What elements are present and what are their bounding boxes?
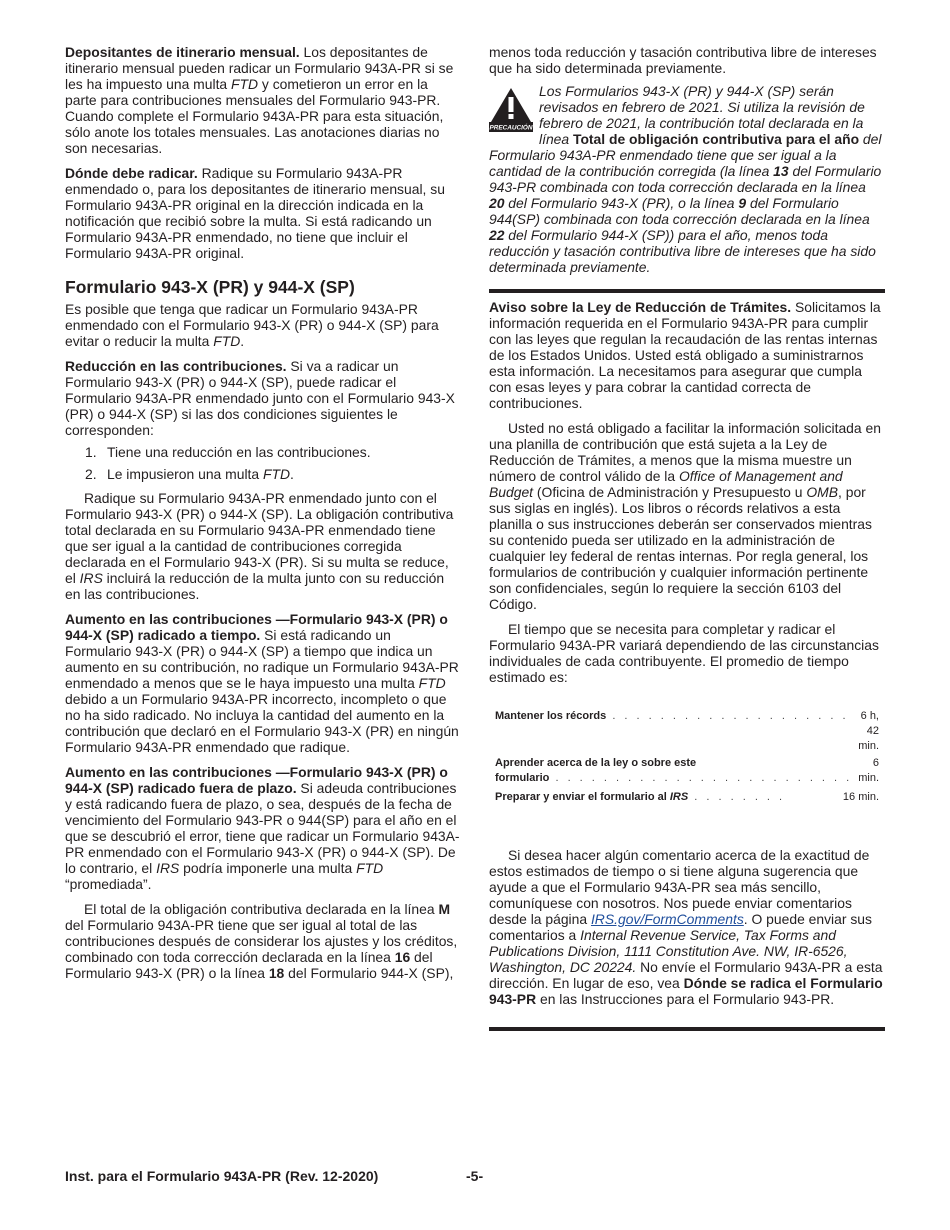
right-column <box>489 44 885 1037</box>
paragraph-where-to-file: Dónde debe radicar. Radique su Formulario 943A-PR enmendado o, para los depositantes de itinerario mensual, su Formulario 943A-PR original en la dirección indicada en la notificación que recibió sobre la multa. Si está radicando un Formulario 943A-PR enmendado, no tiene que incluir el Formulario 943A-PR original. <box>65 165 445 261</box>
paragraph-continued: menos toda reducción y tasación contributiva libre de intereses que ha sido determinada previamente. <box>489 44 877 76</box>
time-estimate-table <box>495 709 879 805</box>
end-divider <box>489 1027 885 1031</box>
left-column <box>65 44 461 990</box>
page-number: -5- <box>466 1168 484 1184</box>
paragraph-monthly-depositors: Depositantes de itinerario mensual. Los depositantes de itinerario mensual pueden radicar un Formulario 943A-PR si se les ha impuesto una multa FTD y cometieron un error en la parte para contribuciones mensuales del Formulario 943-PR. Cuando complete el Formulario 943A-PR para esta situación, sólo anote los totales mensuales. Las anotaciones diarias no son necesarias. <box>65 44 454 156</box>
paragraph-paperwork-notice: Aviso sobre la Ley de Reducción de Trámites. Solicitamos la información requerida en el Formulario 943A-PR para cumplir con las leyes que regulan la recaudación de las rentas internas de los Estados Unidos. Usted está obligado a suministrarnos esta información. La necesitamos para asegurar que cumpla con esas leyes y para cobrar la cantidad correcta de contribuciones. <box>489 299 881 411</box>
conditions-list <box>85 444 461 482</box>
paragraph-file-with: Radique su Formulario 943A-PR enmendado junto con el Formulario 943-X (PR) o 944-X (SP). La obligación contributiva total declarada en su Formulario 943A-PR enmendado tiene que ser igual a la cantidad de contribuciones corregida declarada en el Formulario 943-X (PR). Si su multa se reduce, el IRS incluirá la reducción de la multa junto con su reducción en las contribuciones. <box>65 490 454 602</box>
section-heading: Formulario 943-X (PR) y 944-X (SP) <box>65 277 355 297</box>
lead-in: Aviso sobre la Ley de Reducción de Trámites. <box>489 299 792 315</box>
lead-in: Dónde debe radicar. <box>65 165 198 181</box>
lead-in: Reducción en las contribuciones. <box>65 358 287 374</box>
lead-in: Aumento en las contribuciones —Formulario 943-X (PR) o 944-X (SP) radicado fuera de plazo. <box>65 764 448 796</box>
paragraph-increase-late: Aumento en las contribuciones —Formulario 943-X (PR) o 944-X (SP) radicado fuera de plazo. Si adeuda contribuciones y está radicando fuera de plazo, o sea, después de la fecha de vencimiento del Formulario 943-PR o 944(SP) para el año en el que se descubrió el error, tiene que radicar un Formulario 943A-PR enmendado con el Formulario 943-X (PR) o 944-X (SP). De lo contrario, el IRS podría imponerle una multa FTD “promediada”. <box>65 764 460 892</box>
lead-in: Aumento en las contribuciones —Formulario 943-X (PR) o 944-X (SP) radicado a tiempo. <box>65 611 448 643</box>
section-divider <box>489 289 885 293</box>
caution-label: PRECAUCIÓN <box>489 124 533 132</box>
lead-in: Depositantes de itinerario mensual. <box>65 44 300 60</box>
paragraph-time-intro: El tiempo que se necesita para completar y radicar el Formulario 943A-PR variará dependiendo de las circunstancias individuales de cada contribuyente. El promedio de tiempo estimado es: <box>489 621 879 685</box>
form-comments-link[interactable]: IRS.gov/FormComments <box>590 911 744 927</box>
paragraph-not-required: Usted no está obligado a facilitar la información solicitada en una planilla de contribución que está sujeta a la Ley de Reducción de Trámites, a menos que la misma muestre un número de control válido de la Office of Management and Budget (Oficina de Administración y Presupuesto u OMB, por sus siglas en inglés). Los libros o récords relativos a esta planilla o sus instrucciones deberán ser conservados mientras su contenido pueda ser utilizado en la administración de cualquier ley federal de rentas internas. Por regla general, los formularios de contribución y cualquier información pertinente son confidenciales, según lo requiere la sección 6103 del Código. <box>489 420 881 612</box>
table-row: Mantener los récords . . . . . . . . . . . . . . . . . . . . 6 h, 42 min. <box>495 710 879 752</box>
paragraph-intro: Es posible que tenga que radicar un Formulario 943A-PR enmendado con el Formulario 943-X (PR) o 944-X (SP) para evitar o reducir la multa FTD. <box>65 301 439 349</box>
paragraph-total-liability: El total de la obligación contributiva declarada en la línea M del Formulario 943A-PR tiene que ser igual al total de las contribuciones después de considerar los ajustes y los créditos, combinado con toda corrección declarada en la línea 16 del Formulario 943-X (PR) o la línea 18 del Formulario 944-X (SP), <box>65 901 458 981</box>
paragraph-comments: Si desea hacer algún comentario acerca de la exactitud de estos estimados de tiempo o si tiene alguna sugerencia que ayude a que el Formulario 943A-PR sea más sencillo, comuníquese con nosotros. Nos puede enviar comentarios desde la página IRS.gov/FormComments. O puede enviar sus comentarios a Internal Revenue Service, Tax Forms and Publications Division, 1111 Constitution Ave. NW, IR-6526, Washington, DC 20224. No envíe el Formulario 943A-PR a esta dirección. En lugar de eso, vea Dónde se radica el Formulario 943-PR en las Instrucciones para el Formulario 943-PR. <box>489 847 883 1007</box>
paragraph-tax-reduction: Reducción en las contribuciones. Si va a radicar un Formulario 943-X (PR) o 944-X (SP), puede radicar el Formulario 943A-PR enmendado junto con el Formulario 943-X (PR) o 944-X (SP) si las dos condiciones siguientes le corresponden: <box>65 358 455 438</box>
paragraph-increase-timely: Aumento en las contribuciones —Formulario 943-X (PR) o 944-X (SP) radicado a tiempo. Si está radicando un Formulario 943-X (PR) o 944-X (SP) a tiempo que indica un aumento en su contribución, no radique un Formulario 943A-PR enmendado a menos que se le haya impuesto una multa FTD debido a un Formulario 943A-PR incorrecto, incompleto o que no ha sido radicado. No incluya la cantidad del aumento en la contribución que declaró en el Formulario 943-X (PR) en ningún Formulario 943A-PR enmendado que radique. <box>65 611 459 755</box>
caution-icon <box>489 86 533 132</box>
footer-form-title: Inst. para el Formulario 943A-PR (Rev. 12-2020) <box>65 1168 379 1184</box>
caution-note: PRECAUCIÓN Los Formularios 943-X (PR) y 944-X (SP) serán revisados en febrero de 2021. Si utiliza la revisión de febrero de 2021, la contribución total declarada en la línea Total de obligación contributiva para el año del Formulario 943A-PR enmendado tiene que ser igual a la cantidad de la contribución corregida (la línea 13 del Formulario 943-PR combinada con toda corrección declarada en la línea 20 del Formulario 943-X (PR), o la línea 9 del Formulario 944(SP) combinada con toda corrección declarada en la línea 22 del Formulario 944-X (SP)) para el año, menos toda reducción y tasación contributiva libre de intereses que ha sido determinada previamente. <box>489 83 882 275</box>
table-row: Aprender acerca de la ley o sobre este formulario . . . . . . . . . . . . . . . . . . . . . . . . . 6 min. <box>495 757 879 784</box>
table-row: Preparar y enviar el formulario al IRS . . . . . . . . 16 min. <box>495 791 879 803</box>
list-item: 2. Le impusieron una multa FTD. <box>85 466 294 482</box>
list-item: 1. Tiene una reducción en las contribuciones. <box>85 444 371 460</box>
